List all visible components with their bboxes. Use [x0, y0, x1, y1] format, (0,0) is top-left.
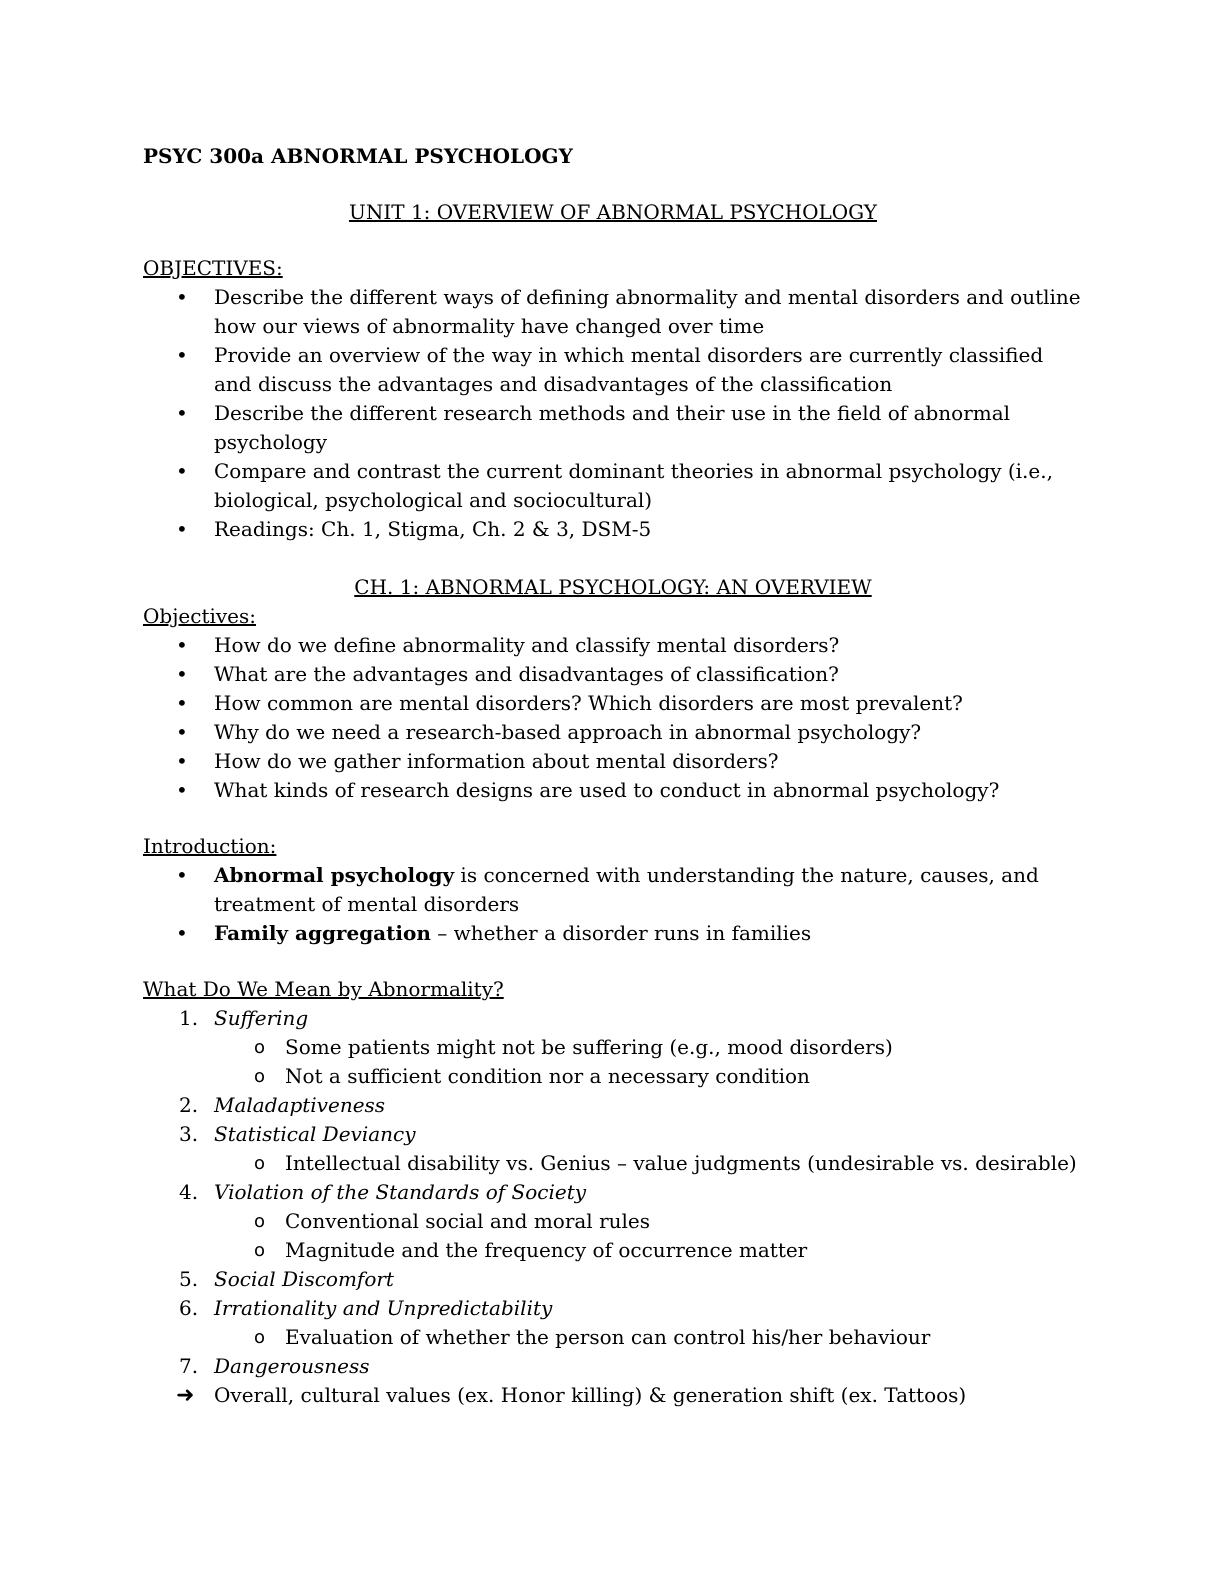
introduction-label-text: Introduction: — [143, 834, 277, 858]
chapter-objectives-label-text: Objectives: — [143, 604, 257, 628]
sub-list — [214, 1149, 1083, 1178]
circle-bullet-icon: o — [254, 1153, 266, 1174]
list-item: • Provide an overview of the way in which mental disorders are currently classified and discuss the advantages and disadvantages of the classification — [143, 341, 1083, 399]
criterion-title: Statistical Deviancy — [214, 1122, 416, 1146]
item-number: 5. — [179, 1267, 199, 1291]
list-item: • Readings: Ch. 1, Stigma, Ch. 2 & 3, DSM-5 — [143, 515, 1083, 544]
list-item: • Compare and contrast the current dominant theories in abnormal psychology (i.e., biological, psychological and sociocultural) — [143, 457, 1083, 515]
circle-bullet-icon: o — [254, 1066, 266, 1087]
list-item — [143, 919, 1083, 948]
sub-item-text: Magnitude and the frequency of occurrence matter — [285, 1238, 808, 1262]
list-item: • Why do we need a research-based approach in abnormal psychology? — [143, 718, 1083, 747]
list-item — [143, 1120, 1083, 1178]
objectives-label-text: OBJECTIVES: — [143, 256, 283, 280]
sub-list — [214, 1033, 1083, 1091]
list-item — [143, 1091, 1083, 1120]
item-number: 4. — [179, 1180, 199, 1204]
item-number: 3. — [179, 1122, 199, 1146]
document-page — [143, 142, 1083, 1410]
criterion-title: Suffering — [214, 1006, 309, 1030]
sub-item — [214, 1323, 1083, 1352]
circle-bullet-icon: o — [254, 1240, 266, 1261]
circle-bullet-icon: o — [254, 1211, 266, 1232]
criterion-title: Maladaptiveness — [214, 1093, 386, 1117]
list-item — [143, 1265, 1083, 1294]
term: Family aggregation — [214, 921, 431, 945]
arrow-right-icon: ➜ — [176, 1383, 195, 1408]
circle-bullet-icon: o — [254, 1327, 266, 1348]
list-item — [143, 1294, 1083, 1352]
chapter-objectives-label — [143, 602, 1083, 631]
introduction-list — [143, 861, 1083, 948]
sub-item — [214, 1149, 1083, 1178]
sub-item-text: Some patients might not be suffering (e.g., mood disorders) — [285, 1035, 893, 1059]
list-item: • What are the advantages and disadvantages of classification? — [143, 660, 1083, 689]
sub-item — [214, 1236, 1083, 1265]
objectives-label — [143, 254, 1083, 283]
item-number: 6. — [179, 1296, 199, 1320]
item-number: 2. — [179, 1093, 199, 1117]
list-item — [143, 861, 1083, 919]
list-item: • How common are mental disorders? Which disorders are most prevalent? — [143, 689, 1083, 718]
sub-list — [214, 1323, 1083, 1352]
chapter-objectives-list — [143, 631, 1083, 805]
item-number: 7. — [179, 1354, 199, 1378]
definition: is concerned with understanding the nature, causes, and treatment of mental disorders — [214, 863, 1039, 916]
item-number: 1. — [179, 1006, 199, 1030]
abnormality-criteria-list — [143, 1004, 1083, 1381]
sub-item — [214, 1207, 1083, 1236]
conclusion-text: Overall, cultural values (ex. Honor killing) & generation shift (ex. Tattoos) — [214, 1383, 967, 1407]
sub-item-text: Evaluation of whether the person can control his/her behaviour — [285, 1325, 931, 1349]
unit-objectives-list — [143, 283, 1083, 544]
abnormality-label-text: What Do We Mean by Abnormality? — [143, 977, 504, 1001]
list-item — [143, 1004, 1083, 1091]
definition: – whether a disorder runs in families — [430, 921, 812, 945]
list-item: • How do we gather information about mental disorders? — [143, 747, 1083, 776]
criterion-title: Dangerousness — [214, 1354, 370, 1378]
term: Abnormal psychology — [214, 863, 455, 887]
sub-item — [214, 1062, 1083, 1091]
sub-item-text: Intellectual disability vs. Genius – value judgments (undesirable vs. desirable) — [285, 1151, 1077, 1175]
chapter-heading: CH. 1: ABNORMAL PSYCHOLOGY: AN OVERVIEW — [354, 575, 872, 599]
sub-item — [214, 1033, 1083, 1062]
criterion-title: Irrationality and Unpredictability — [214, 1296, 553, 1320]
list-item: • Describe the different ways of defining abnormality and mental disorders and outline how our views of abnormality have changed over time — [143, 283, 1083, 341]
circle-bullet-icon: o — [254, 1037, 266, 1058]
list-item — [143, 1352, 1083, 1381]
conclusion-line — [143, 1381, 1083, 1410]
criterion-title: Violation of the Standards of Society — [214, 1180, 587, 1204]
document-title: PSYC 300a ABNORMAL PSYCHOLOGY — [143, 144, 573, 168]
list-item — [143, 1178, 1083, 1265]
criterion-title: Social Discomfort — [214, 1267, 394, 1291]
unit-heading: UNIT 1: OVERVIEW OF ABNORMAL PSYCHOLOGY — [348, 200, 877, 224]
list-item: • What kinds of research designs are used to conduct in abnormal psychology? — [143, 776, 1083, 805]
sub-item-text: Not a sufficient condition nor a necessary condition — [285, 1064, 810, 1088]
list-item: • Describe the different research methods and their use in the field of abnormal psychology — [143, 399, 1083, 457]
introduction-label — [143, 832, 1083, 861]
list-item: • How do we define abnormality and classify mental disorders? — [143, 631, 1083, 660]
sub-list — [214, 1207, 1083, 1265]
sub-item-text: Conventional social and moral rules — [285, 1209, 650, 1233]
abnormality-label — [143, 975, 1083, 1004]
